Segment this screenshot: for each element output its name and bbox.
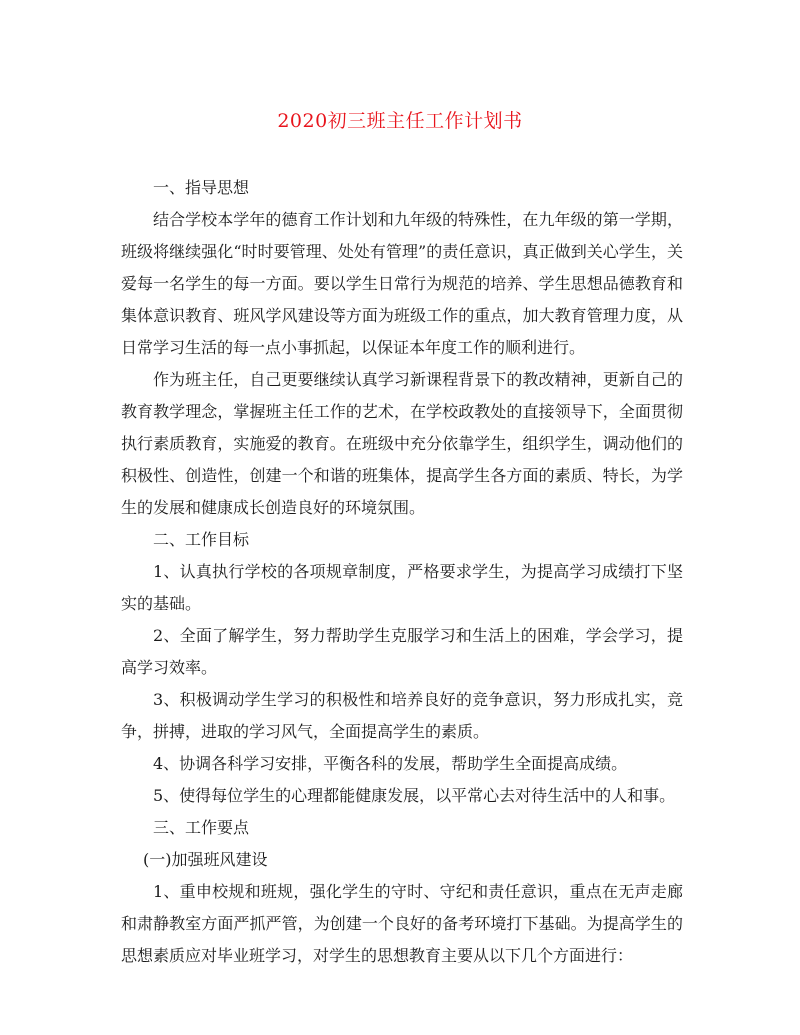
list-item: 3、积极调动学生学习的积极性和培养良好的竞争意识，努力形成扎实，竞争，拼搏，进取的学习风气，全面提高学生的素质。 (121, 690, 683, 741)
section-heading-work-points: 三、工作要点 (153, 818, 250, 837)
list-item: 4、协调各科学习安排，平衡各科的发展，帮助学生全面提高成绩。 (153, 754, 628, 773)
list-item: 2、全面了解学生，努力帮助学生克服学习和生活上的困难，学会学习，提高学习效率。 (121, 626, 683, 677)
list-item: 1、重申校规和班规，强化学生的守时、守纪和责任意识，重点在无声走廊和肃静教室方面严抓严管，为创建一个良好的备考环境打下基础。为提高学生的思想素质应对毕业班学习，对学生的思想教育主要从以下几个方面进行： (121, 882, 683, 965)
subsection-heading-class-style: (一)加强班风建设 (143, 850, 268, 869)
page-title: 2020初三班主任工作计划书 (277, 110, 523, 132)
list-item: 1、认真执行学校的各项规章制度，严格要求学生，为提高学习成绩打下坚实的基础。 (121, 562, 683, 613)
paragraph: 结合学校本学年的德育工作计划和九年级的特殊性，在九年级的第一学期，班级将继续强化“时时要管理、处处有管理”的责任意识，真正做到关心学生，关爱每一名学生的每一方面。要以学生日常行为规范的培养、学生思想品德教育和集体意识教育、班风学风建设等方面为班级工作的重点，加大教育管理力度，从日常学习生活的每一点小事抓起，以保证本年度工作的顺利进行。 (121, 210, 683, 357)
list-item: 5、使得每位学生的心理都能健康发展，以平常心去对待生活中的人和事。 (153, 786, 676, 805)
document-body (121, 172, 683, 972)
paragraph: 作为班主任，自己更要继续认真学习新课程背景下的教改精神，更新自己的教育教学理念，掌握班主任工作的艺术，在学校政教处的直接领导下，全面贯彻执行素质教育，实施爱的教育。在班级中充分依靠学生，组织学生，调动他们的积极性、创造性，创建一个和谐的班集体，提高学生各方面的素质、特长，为学生的发展和健康成长创造良好的环境氛围。 (121, 370, 683, 517)
section-heading-guiding-ideology: 一、指导思想 (153, 178, 250, 197)
section-heading-work-goals: 二、工作目标 (153, 530, 250, 549)
